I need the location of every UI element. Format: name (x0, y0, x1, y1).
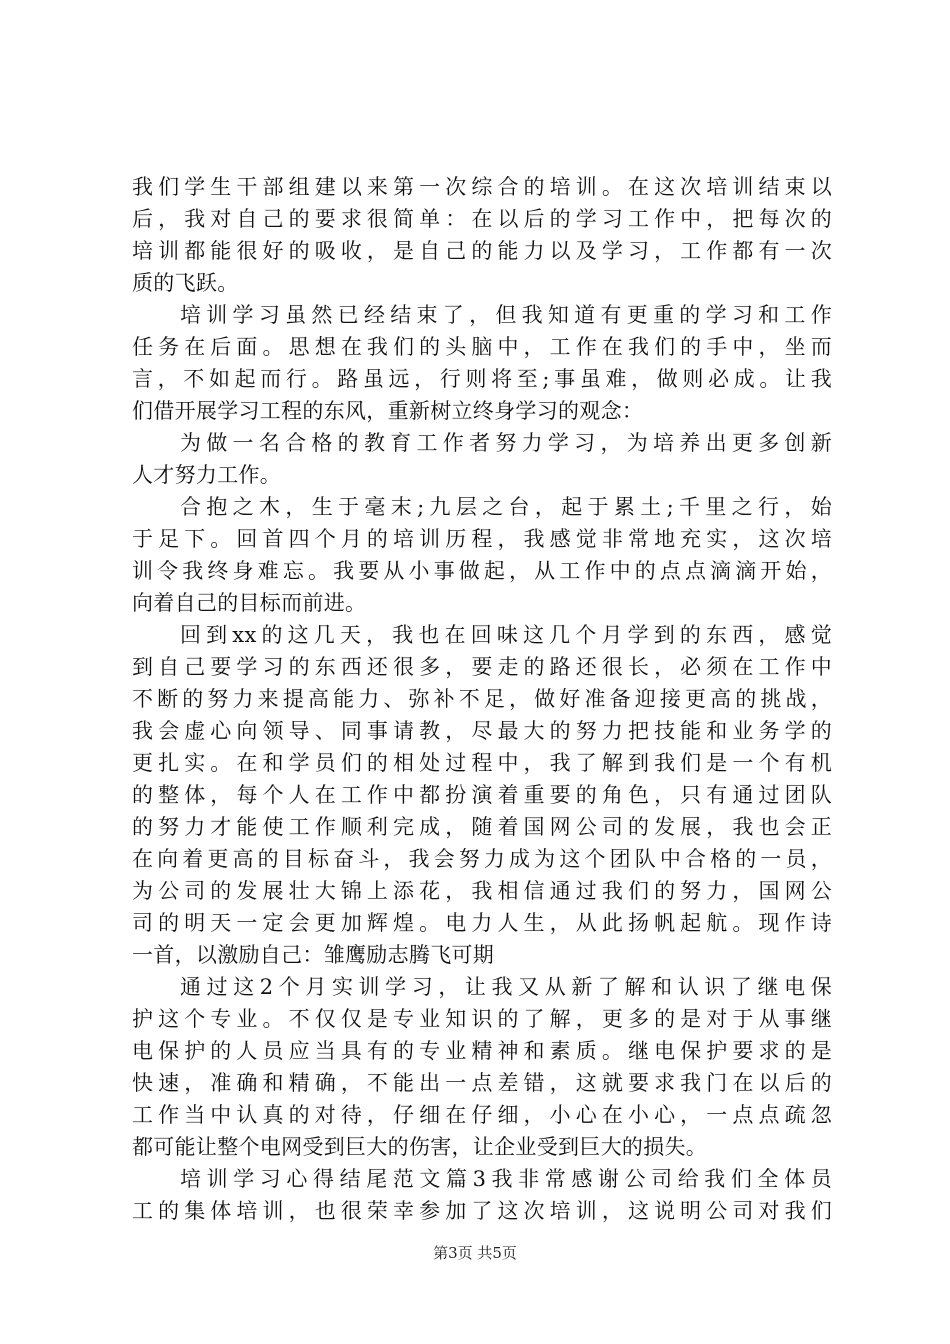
text-line: 质的飞跃。 (132, 271, 239, 295)
text-line: 回到xx的这几天，我也在回味这几个月学到的东西，感觉 (180, 623, 832, 647)
paragraph (132, 619, 832, 971)
text-line: 更扎实。在和学员们的相处过程中，我了解到我们是一个有机 (132, 751, 832, 775)
text-line: 到自己要学习的东西还很多，要走的路还很长，必须在工作中 (132, 655, 832, 679)
text-line: 工作当中认真的对待，仔细在仔细，小心在小心，一点点疏忽 (132, 1103, 832, 1127)
paragraph (132, 427, 832, 491)
text-line: 都可能让整个电网受到巨大的伤害，让企业受到巨大的损失。 (132, 1135, 708, 1159)
paragraph (132, 171, 832, 299)
paragraph (132, 1163, 832, 1227)
text-line: 后，我对自己的要求很简单：在以后的学习工作中，把每次的 (132, 207, 832, 231)
page-footer: 第3页 共5页 (433, 1244, 517, 1262)
document-body (132, 171, 832, 1227)
text-line: 们借开展学习工程的东风，重新树立终身学习的观念： (132, 399, 644, 423)
text-line: 培训都能很好的吸收，是自己的能力以及学习，工作都有一次 (132, 239, 832, 263)
paragraph (132, 299, 832, 427)
text-line: 在向着更高的目标奋斗，我会努力成为这个团队中合格的一员， (132, 847, 832, 871)
text-line: 通过这2个月实训学习，让我又从新了解和认识了继电保 (180, 975, 832, 999)
text-line: 快速，准确和精确，不能出一点差错，这就要求我门在以后的 (132, 1071, 832, 1095)
text-line: 一首，以激励自己：雏鹰励志腾飞可期 (132, 943, 495, 967)
text-line: 培训学习虽然已经结束了，但我知道有更重的学习和工作 (180, 303, 832, 327)
text-line: 于足下。回首四个月的培训历程，我感觉非常地充实，这次培 (132, 527, 832, 551)
text-line: 为做一名合格的教育工作者努力学习，为培养出更多创新 (180, 431, 832, 455)
text-line: 任务在后面。思想在我们的头脑中，工作在我们的手中，坐而 (132, 335, 832, 359)
text-line: 向着自己的目标而前进。 (132, 591, 367, 615)
paragraph (132, 971, 832, 1163)
text-line: 的整体，每个人在工作中都扮演着重要的角色，只有通过团队 (132, 783, 832, 807)
text-line: 护这个专业。不仅仅是专业知识的了解，更多的是对于从事继 (132, 1007, 832, 1031)
text-line: 的努力才能使工作顺利完成，随着国网公司的发展，我也会正 (132, 815, 832, 839)
text-line: 不断的努力来提高能力、弥补不足，做好准备迎接更高的挑战， (132, 687, 832, 711)
text-line: 言，不如起而行。路虽远，行则将至;事虽难，做则必成。让我 (132, 367, 832, 391)
text-line: 我们学生干部组建以来第一次综合的培训。在这次培训结束以 (132, 175, 832, 199)
text-line: 训令我终身难忘。我要从小事做起，从工作中的点点滴滴开始， (132, 559, 832, 583)
text-line: 司的明天一定会更加辉煌。电力人生，从此扬帆起航。现作诗 (132, 911, 832, 935)
text-line: 工的集体培训，也很荣幸参加了这次培训，这说明公司对我们 (132, 1199, 832, 1223)
text-line: 培训学习心得结尾范文篇3我非常感谢公司给我们全体员 (180, 1167, 832, 1191)
text-line: 我会虚心向领导、同事请教，尽最大的努力把技能和业务学的 (132, 719, 832, 743)
paragraph (132, 491, 832, 619)
text-line: 合抱之木，生于毫末;九层之台，起于累土;千里之行，始 (180, 495, 832, 519)
text-line: 为公司的发展壮大锦上添花，我相信通过我们的努力，国网公 (132, 879, 832, 903)
text-line: 人才努力工作。 (132, 463, 282, 487)
text-line: 电保护的人员应当具有的专业精神和素质。继电保护要求的是 (132, 1039, 832, 1063)
